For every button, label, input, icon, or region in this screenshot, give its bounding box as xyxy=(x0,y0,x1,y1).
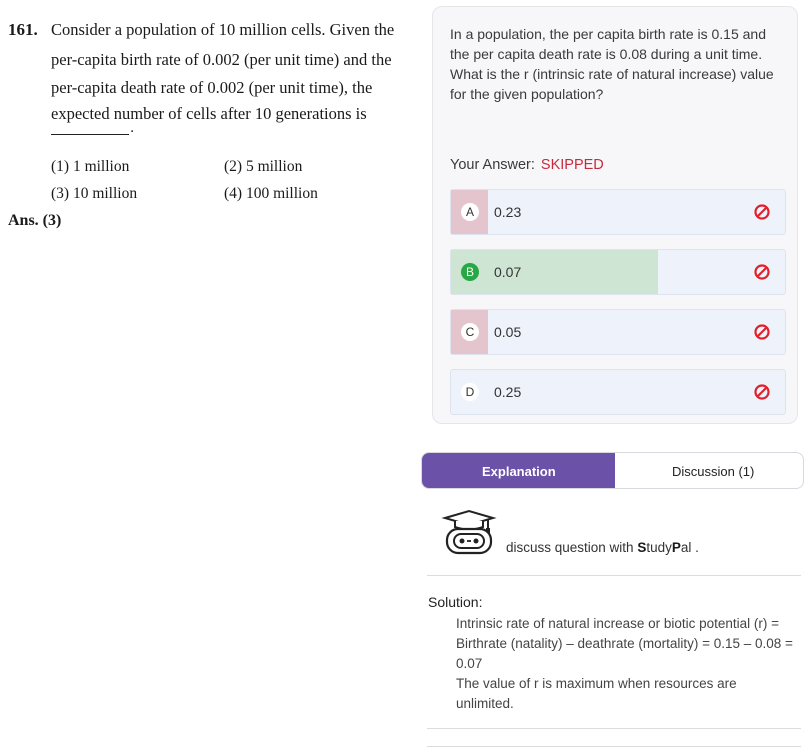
option-value: 0.05 xyxy=(494,324,522,340)
studypal-suffix: . xyxy=(691,540,699,555)
divider xyxy=(427,746,801,747)
ban-icon xyxy=(753,383,771,401)
explanation-tabs xyxy=(421,452,804,489)
your-answer xyxy=(450,157,604,173)
your-answer-label: Your Answer: xyxy=(450,157,535,173)
book-option-4: (4) 100 million xyxy=(224,185,318,202)
tab-explanation[interactable] xyxy=(422,453,615,488)
option-b-fill xyxy=(451,250,658,294)
tab-explanation-label: Explanation xyxy=(482,464,556,479)
option-c[interactable] xyxy=(450,309,786,355)
studypal-brand-al: al xyxy=(680,540,692,555)
question-line: expected number of cells after 10 generations is xyxy=(51,104,367,123)
option-letter: C xyxy=(461,323,479,341)
book-option-3: (3) 10 million xyxy=(51,185,138,202)
studypal-brand-p: P xyxy=(671,540,681,555)
tab-discussion-label: Discussion (1) xyxy=(672,464,755,479)
option-d[interactable] xyxy=(450,369,786,415)
ban-icon xyxy=(753,203,771,221)
option-value: 0.25 xyxy=(494,384,522,400)
option-b[interactable] xyxy=(450,249,786,295)
question-line: per-capita birth rate of 0.002 (per unit time) and the xyxy=(51,50,392,69)
question-line: per-capita death rate of 0.002 (per unit time), the xyxy=(51,78,373,97)
option-letter: A xyxy=(461,203,479,221)
question-line: Consider a population of 10 million cells. Given the xyxy=(51,20,395,39)
studypal-prompt[interactable] xyxy=(506,540,699,555)
studypal-prefix: discuss question with xyxy=(506,540,638,555)
solution-label: Solution: xyxy=(428,594,483,610)
solution-text xyxy=(456,614,796,714)
question-number: 161. xyxy=(8,20,38,39)
option-letter: D xyxy=(461,383,479,401)
solution-line: Intrinsic rate of natural increase or biotic potential (r) = Birthrate (natality) – deathrate (mortality) = 0.15 – 0.08 = 0.07 xyxy=(456,616,793,671)
book-option-1: (1) 1 million xyxy=(51,158,130,175)
studypal-brand-s: S xyxy=(637,540,647,555)
ban-icon xyxy=(753,323,771,341)
option-letter: B xyxy=(461,263,479,281)
quiz-question: In a population, the per capita birth rate is 0.15 and the per capita death rate is 0.08 during a unit time. What is the r (intrinsic rate of natural increase) value for the given population? xyxy=(450,26,774,102)
solution-line: The value of r is maximum when resources are unlimited. xyxy=(456,676,737,711)
book-option-2: (2) 5 million xyxy=(224,158,303,175)
divider xyxy=(427,728,801,729)
book-answer: Ans. (3) xyxy=(8,212,62,229)
option-value: 0.07 xyxy=(494,264,522,280)
robot-graduate-icon[interactable] xyxy=(441,508,497,556)
option-value: 0.23 xyxy=(494,204,522,220)
ban-icon xyxy=(753,263,771,281)
your-answer-value: SKIPPED xyxy=(540,157,604,173)
divider xyxy=(427,575,801,576)
option-a[interactable] xyxy=(450,189,786,235)
studypal-brand-tudy: tudy xyxy=(646,540,672,555)
answer-blank xyxy=(51,134,129,135)
quiz-card xyxy=(432,6,798,424)
tab-discussion[interactable] xyxy=(615,453,803,488)
